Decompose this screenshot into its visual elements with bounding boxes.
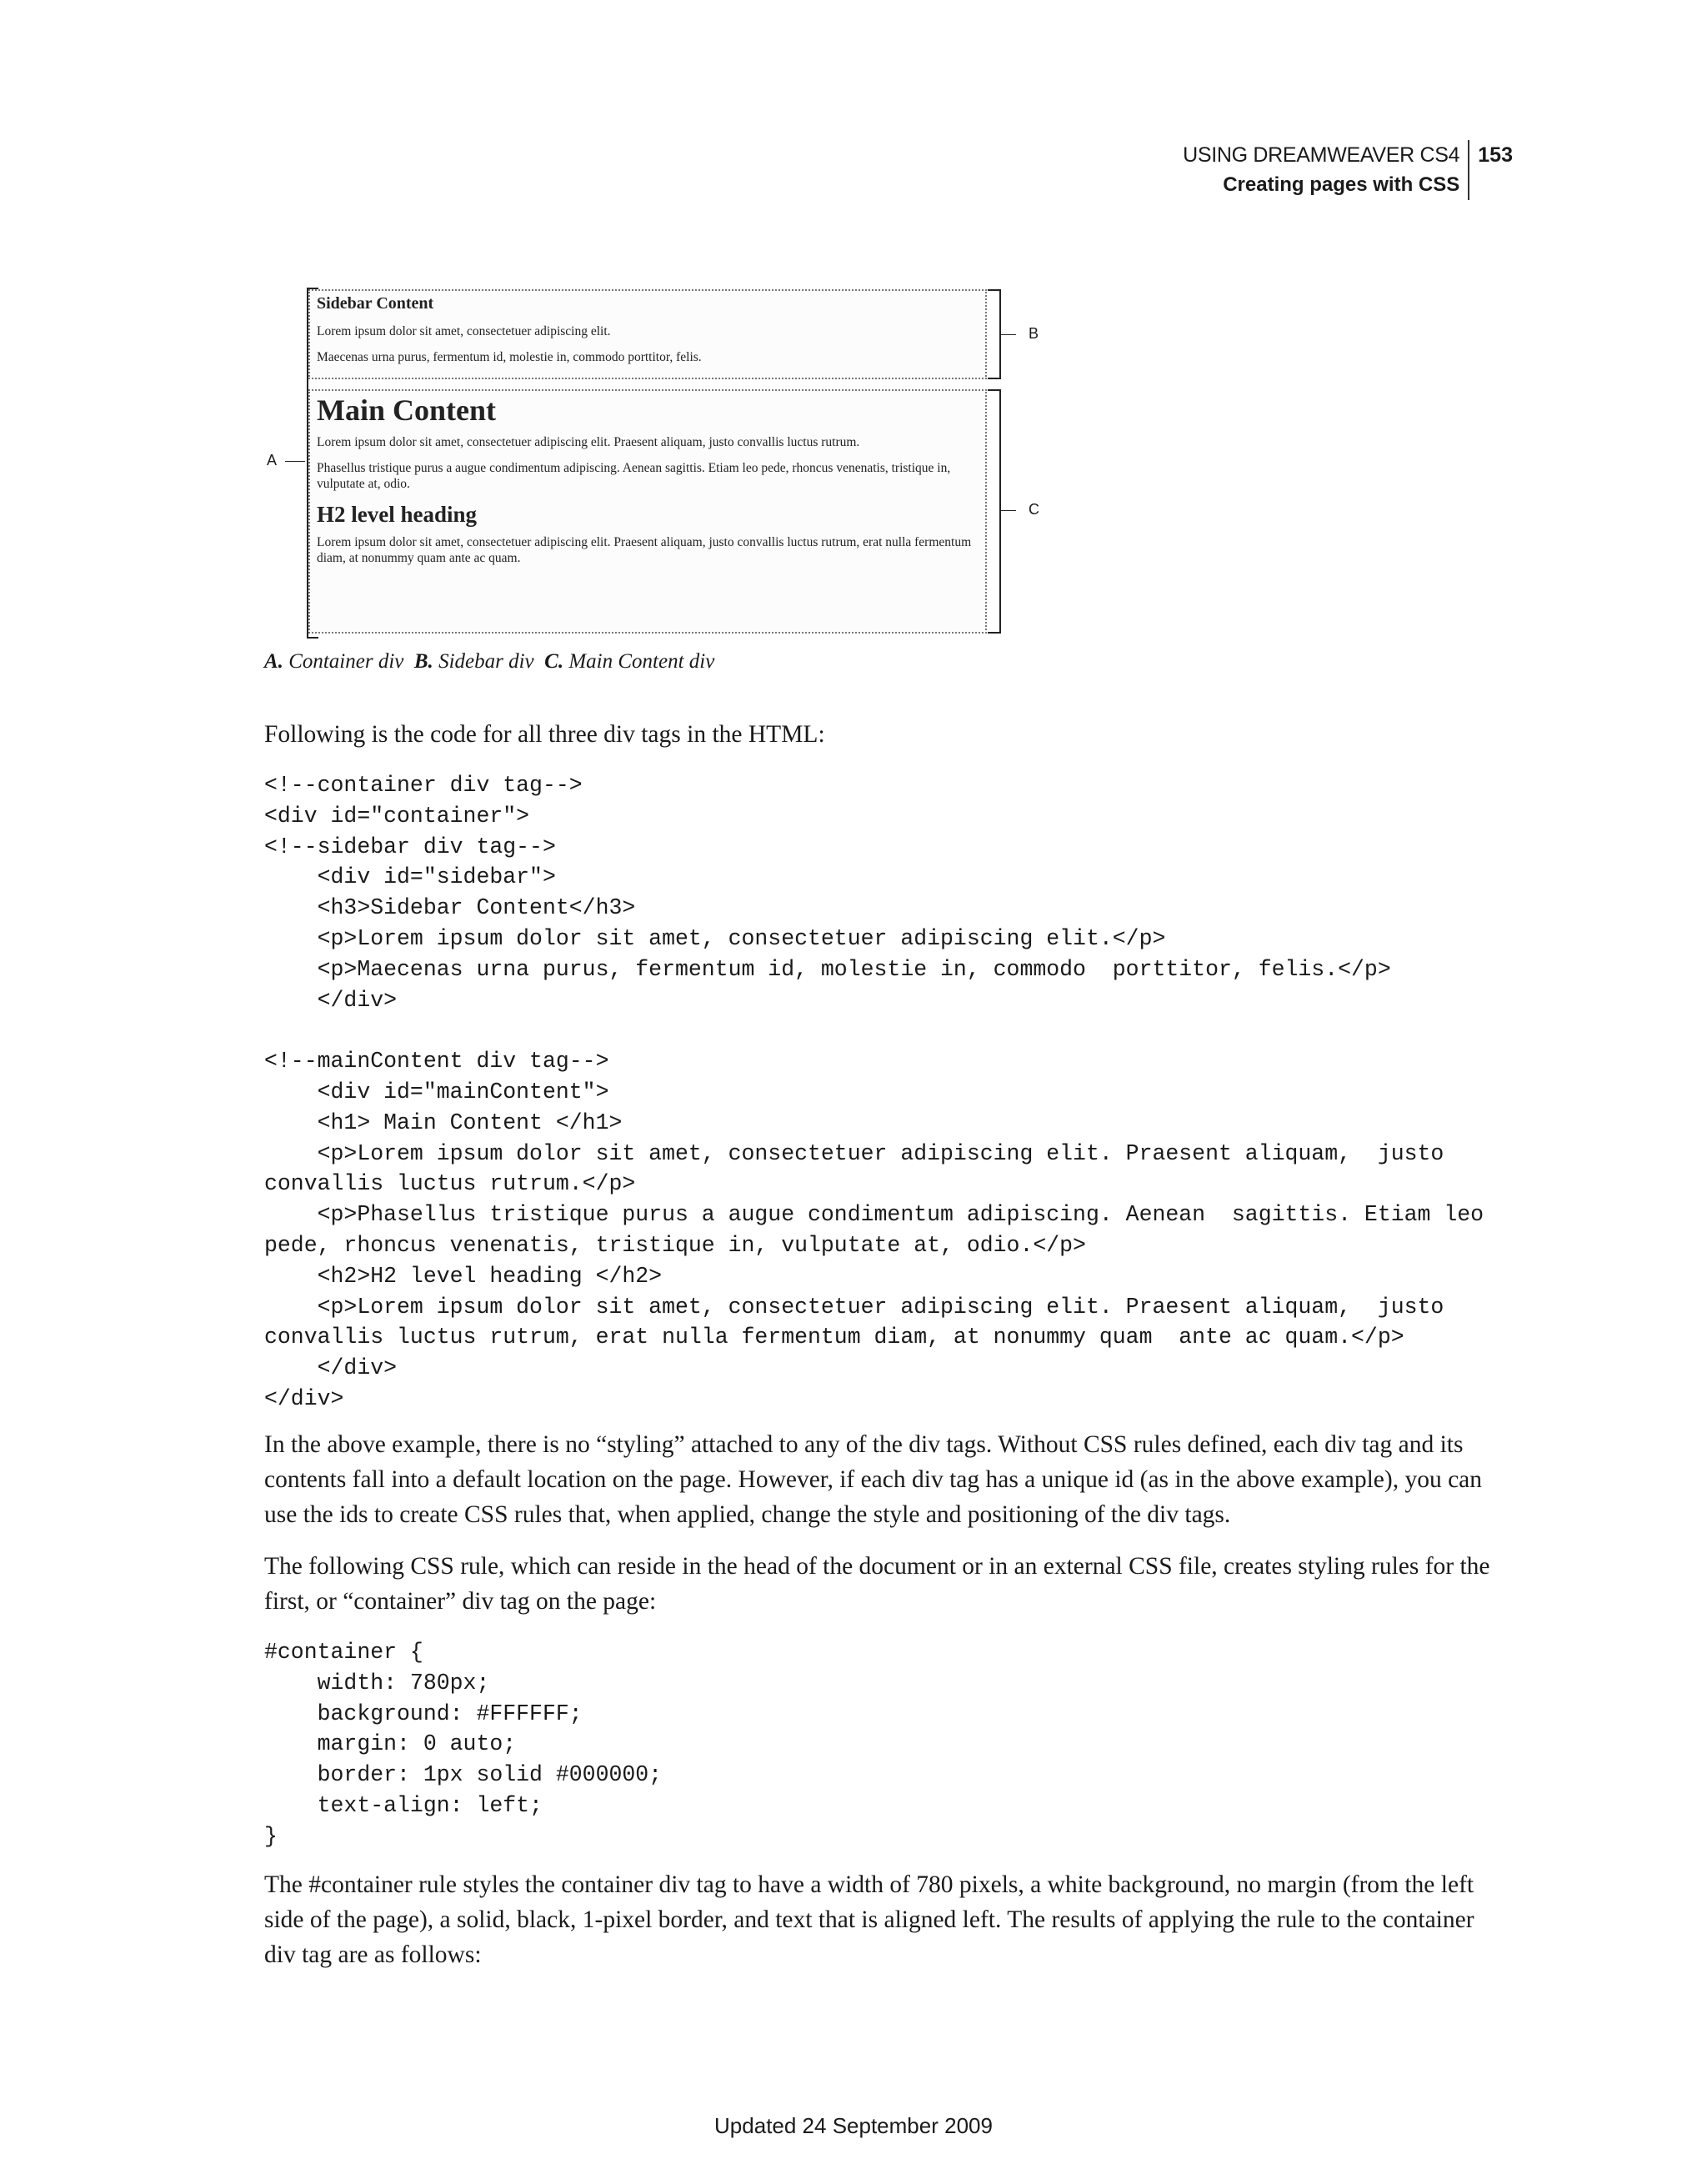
main-paragraph-2: Phasellus tristique purus a augue condimentum adipiscing. Aenean sagittis. Etiam leo pede, rhoncus venenatis, tristique in, vulputate at, odio.	[317, 461, 951, 491]
css-code-block: #container { width: 780px; background: #FFFFFF; margin: 0 auto; border: 1px solid #000000; text-align: left; }	[264, 1640, 663, 1849]
caption-c-text: Main Content div	[568, 650, 715, 673]
label-b: B	[1029, 325, 1039, 342]
sidebar-heading: Sidebar Content	[317, 294, 434, 313]
sidebar-paragraph-2: Maecenas urna purus, fermentum id, molestie in, commodo porttitor, felis.	[317, 350, 702, 364]
book-title: USING DREAMWEAVER CS4	[1183, 143, 1460, 167]
sidebar-paragraph-1: Lorem ipsum dolor sit amet, consectetuer adipiscing elit.	[317, 324, 611, 338]
html-code-block: <!--container div tag--> <div id="container"> <!--sidebar div tag--> <div id="sidebar"> <h3>Sidebar Content</h3> <p>Lorem ipsum dolor sit amet, consectetuer adipiscing elit.</p> <p>Maecenas urna purus, fermentum id, molestie in, commodo porttitor, felis.</p> </div> <!--mainContent div tag--> <div id="mainContent"> <h1> Main Content </h1> <p>Lorem ipsum dolor sit amet, consectetuer adipiscing elit. Praesent aliquam, justo convallis luctus rutrum.</p> <p>Phasellus tristique purus a augue condimentum adipiscing. Aenean sagittis. Etiam leo pede, rhoncus venenatis, tristique in, vulputate at, odio.</p> <h2>H2 level heading </h2> <p>Lorem ipsum dolor sit amet, consectetuer adipiscing elit. Praesent aliquam, justo convallis luctus rutrum, erat nulla fermentum diam, at nonummy quam ante ac quam.</p> </div> </div>	[264, 773, 1484, 1411]
css-rule-paragraph: The following CSS rule, which can reside in the head of the document or in an external CSS file, creates styling rules for the first, or “container” div tag on the page:	[264, 1553, 1490, 1615]
container-rule-paragraph: The #container rule styles the container div tag to have a width of 780 pixels, a white background, no margin (from the left side of the page), a solid, black, 1-pixel border, and text that is aligned left. The results of applying the rule to the container div tag are as follows:	[264, 1871, 1474, 1968]
section-title: Creating pages with CSS	[1223, 173, 1460, 196]
footer-updated: Updated 24 September 2009	[714, 2113, 993, 2138]
caption-a-letter: A.	[264, 650, 283, 673]
running-header	[1183, 140, 1513, 200]
label-c: C	[1029, 501, 1039, 518]
label-a: A	[267, 452, 278, 468]
div-layout-figure	[258, 283, 1050, 642]
caption-c-letter: C.	[544, 650, 564, 673]
caption-a-text: Container div	[288, 650, 404, 673]
styling-paragraph: In the above example, there is no “styling” attached to any of the div tags. Without CSS rules defined, each div tag and its contents fall into a default location on the page. However, if each div tag has a unique id (as in the above example), you can use the ids to create CSS rules that, when applied, change the style and positioning of the div tags.	[264, 1431, 1483, 1528]
label-c-tick	[1001, 510, 1016, 511]
sidebar-div-box	[308, 289, 987, 379]
bracket-sidebar	[988, 289, 1001, 379]
main-content-div-box	[308, 389, 987, 634]
main-h2-heading: H2 level heading	[317, 502, 478, 527]
page-number: 153	[1478, 143, 1513, 167]
main-content-heading: Main Content	[317, 393, 496, 427]
intro-paragraph: Following is the code for all three div tags in the HTML:	[264, 721, 825, 748]
caption-b-letter: B.	[413, 650, 433, 673]
label-b-tick	[1001, 334, 1016, 335]
main-paragraph-1: Lorem ipsum dolor sit amet, consectetuer adipiscing elit. Praesent aliquam, justo convallis luctus rutrum.	[317, 435, 860, 449]
label-a-tick	[285, 461, 305, 462]
figure-caption	[264, 650, 714, 674]
header-text	[1183, 140, 1469, 200]
bracket-main-content	[988, 389, 1001, 634]
caption-b-text: Sidebar div	[438, 650, 534, 673]
main-paragraph-3: Lorem ipsum dolor sit amet, consectetuer adipiscing elit. Praesent aliquam, justo convallis luctus rutrum, erat nulla fermentum diam, at nonummy quam ante ac quam.	[317, 535, 972, 565]
